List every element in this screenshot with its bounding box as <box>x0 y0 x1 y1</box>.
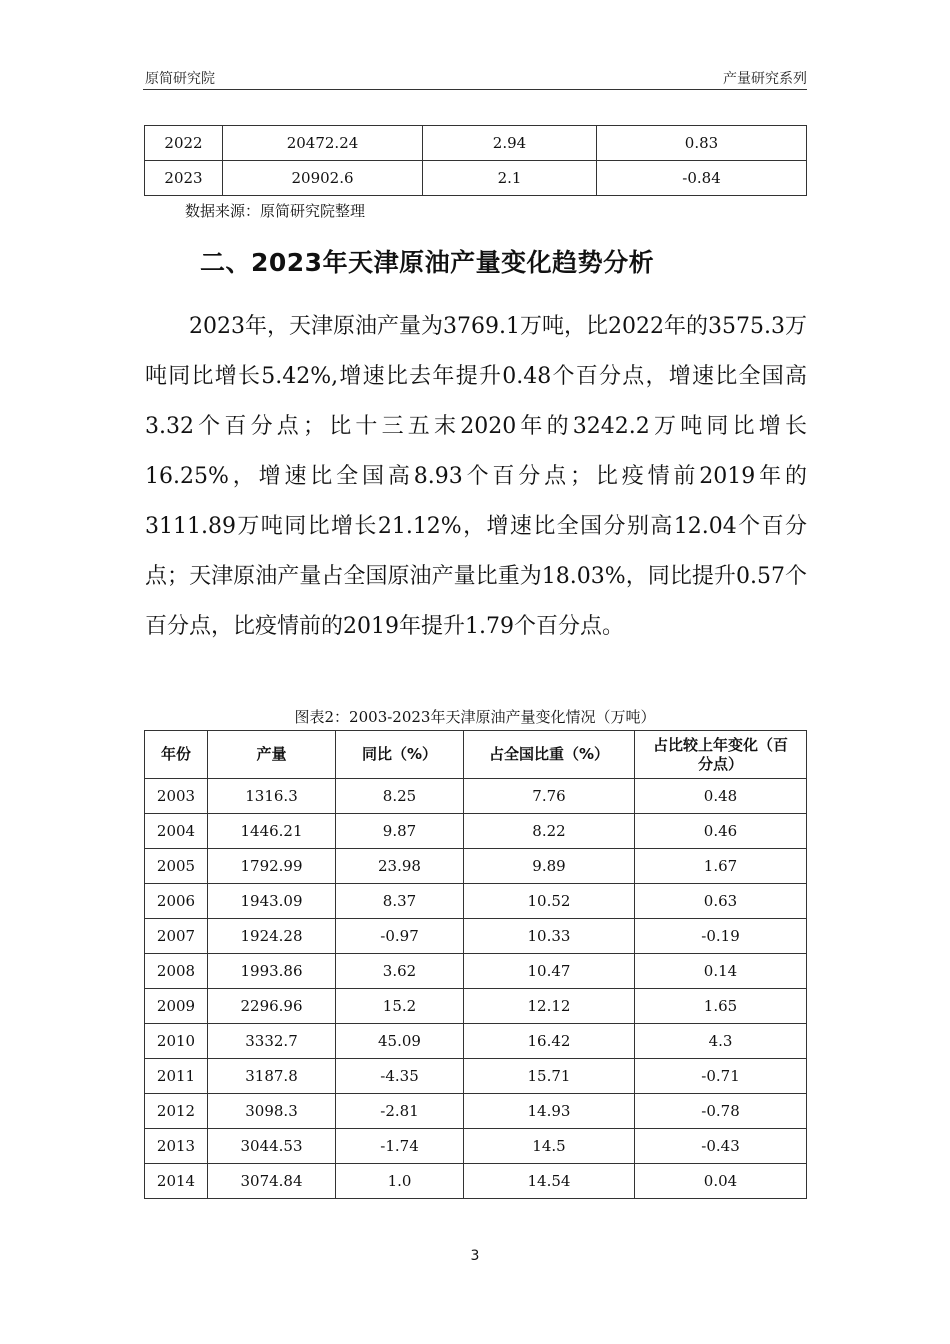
table-row <box>145 849 807 884</box>
table-cell: 8.37 <box>336 884 464 919</box>
table-cell: -4.35 <box>336 1059 464 1094</box>
table-caption: 图表2：2003-2023年天津原油产量变化情况（万吨） <box>294 708 656 726</box>
table-cell: 2007 <box>145 919 208 954</box>
table-cell: 4.3 <box>635 1024 807 1059</box>
table-cell: -0.43 <box>635 1129 807 1164</box>
table-cell: 0.63 <box>635 884 807 919</box>
table-cell: 2.1 <box>423 161 597 196</box>
table-row <box>145 919 807 954</box>
table-cell: 8.22 <box>464 814 635 849</box>
table-cell: 1943.09 <box>208 884 336 919</box>
production-table <box>144 730 807 1199</box>
table-cell: 3098.3 <box>208 1094 336 1129</box>
table-cell: 2.94 <box>423 126 597 161</box>
table-row <box>145 161 807 196</box>
table-cell: 1316.3 <box>208 779 336 814</box>
table-cell: 8.25 <box>336 779 464 814</box>
col-header-year: 年份 <box>145 731 208 779</box>
table-cell: 20472.24 <box>223 126 423 161</box>
table-row <box>145 1094 807 1129</box>
table-cell: -0.78 <box>635 1094 807 1129</box>
table-cell: 1.0 <box>336 1164 464 1199</box>
table-row <box>145 1024 807 1059</box>
table-cell: 1792.99 <box>208 849 336 884</box>
col-header-yoy: 同比（%） <box>336 731 464 779</box>
table-cell: 1.65 <box>635 989 807 1024</box>
table-cell: 10.33 <box>464 919 635 954</box>
table-cell: 2011 <box>145 1059 208 1094</box>
header-left-org: 原简研究院 <box>145 71 215 87</box>
table-cell: -0.71 <box>635 1059 807 1094</box>
table-cell: 1.67 <box>635 849 807 884</box>
table-cell: 14.54 <box>464 1164 635 1199</box>
table-cell: 14.93 <box>464 1094 635 1129</box>
table-cell: 3074.84 <box>208 1164 336 1199</box>
table-cell: 2010 <box>145 1024 208 1059</box>
table-cell: 9.87 <box>336 814 464 849</box>
table-cell: -1.74 <box>336 1129 464 1164</box>
header-divider <box>143 89 807 90</box>
table-cell: 0.83 <box>597 126 807 161</box>
table-cell: 2023 <box>145 161 223 196</box>
table-cell: 2004 <box>145 814 208 849</box>
table-cell: 2003 <box>145 779 208 814</box>
page-number: 3 <box>470 1248 480 1264</box>
col-header-share: 占全国比重（%） <box>464 731 635 779</box>
table-row <box>145 954 807 989</box>
table-cell: 0.14 <box>635 954 807 989</box>
section-title: 二、2023年天津原油产量变化趋势分析 <box>200 248 655 277</box>
table-cell: 3044.53 <box>208 1129 336 1164</box>
table-row <box>145 1059 807 1094</box>
table-cell: 20902.6 <box>223 161 423 196</box>
table-cell: 2022 <box>145 126 223 161</box>
table-cell: 23.98 <box>336 849 464 884</box>
table-cell: 16.42 <box>464 1024 635 1059</box>
table-row <box>145 884 807 919</box>
table-cell: 3.62 <box>336 954 464 989</box>
table-row <box>145 126 807 161</box>
table-cell: 2013 <box>145 1129 208 1164</box>
table-cell: -0.84 <box>597 161 807 196</box>
header-right-series: 产量研究系列 <box>723 71 807 87</box>
table-cell: 2008 <box>145 954 208 989</box>
table-cell: -0.97 <box>336 919 464 954</box>
table-row <box>145 814 807 849</box>
table-cell: 1446.21 <box>208 814 336 849</box>
table-cell: 2005 <box>145 849 208 884</box>
col-header-output: 产量 <box>208 731 336 779</box>
table-cell: 2012 <box>145 1094 208 1129</box>
table-cell: 12.12 <box>464 989 635 1024</box>
table-cell: 2014 <box>145 1164 208 1199</box>
table-cell: -0.19 <box>635 919 807 954</box>
body-paragraph: 2023年，天津原油产量为3769.1万吨，比2022年的3575.3万吨同比增长5.42%,增速比去年提升0.48个百分点，增速比全国高3.32个百分点；比十三五末2020年的3242.2万吨同比增长16.25%，增速比全国高8.93个百分点；比疫情前2019年的3111.89万吨同比增长21.12%，增速比全国分别高12.04个百分点；天津原油产量占全国原油产量比重为18.03%，同比提升0.57个百分点，比疫情前的2019年提升1.79个百分点。 <box>145 314 807 639</box>
table-cell: 0.48 <box>635 779 807 814</box>
table-row <box>145 989 807 1024</box>
col-header-share-change: 占比较上年变化（百分点） <box>635 731 807 779</box>
table-cell: 1924.28 <box>208 919 336 954</box>
source-note: 数据来源：原简研究院整理 <box>185 202 366 220</box>
table-cell: -2.81 <box>336 1094 464 1129</box>
table-cell: 2006 <box>145 884 208 919</box>
table-row <box>145 1129 807 1164</box>
table-cell: 3332.7 <box>208 1024 336 1059</box>
table-cell: 2296.96 <box>208 989 336 1024</box>
table-cell: 9.89 <box>464 849 635 884</box>
table-cell: 10.52 <box>464 884 635 919</box>
table-cell: 0.46 <box>635 814 807 849</box>
table-cell: 2009 <box>145 989 208 1024</box>
table-cell: 1993.86 <box>208 954 336 989</box>
table-cell: 15.2 <box>336 989 464 1024</box>
table-cell: 14.5 <box>464 1129 635 1164</box>
table-continued <box>144 125 807 196</box>
table-cell: 3187.8 <box>208 1059 336 1094</box>
table-header-row <box>145 731 807 779</box>
table-row <box>145 1164 807 1199</box>
table-cell: 7.76 <box>464 779 635 814</box>
table-row <box>145 779 807 814</box>
table-cell: 15.71 <box>464 1059 635 1094</box>
table-cell: 0.04 <box>635 1164 807 1199</box>
table-cell: 45.09 <box>336 1024 464 1059</box>
table-cell: 10.47 <box>464 954 635 989</box>
